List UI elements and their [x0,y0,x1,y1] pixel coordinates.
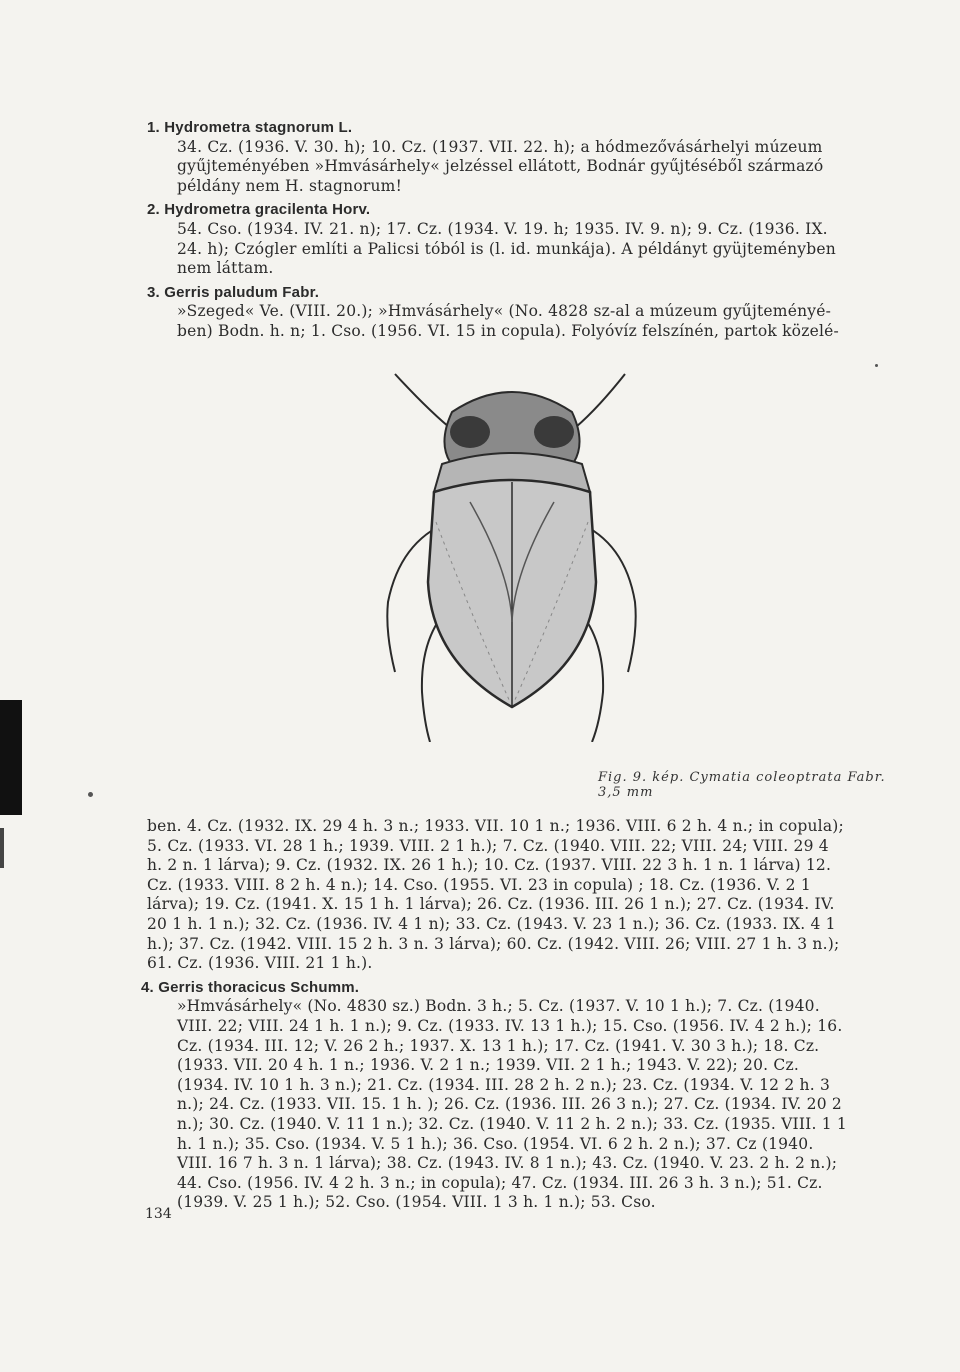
scan-edge-mark [0,700,22,815]
entry-title: 3. Gerris paludum Fabr. [147,283,320,301]
entry-body: »Szeged« Ve. (VIII. 20.); »Hmvásárhely« (No. 4828 sz-al a múzeum gyűjteményé-ben) Bodn. h. n; 1. Cso. (1956. VI. 15 in copula). Folyóvíz felszínén, partok közelé- [177,302,839,340]
scan-speck [875,364,878,367]
entry-title: 2. Hydrometra gracilenta Horv. [147,201,371,219]
figure-caption: Fig. 9. kép. Cymatia coleoptrata Fabr. 3,5 mm [598,770,886,800]
scan-edge-mark [0,828,4,868]
entry-title: 4. Gerris thoracicus Schumm. [141,978,360,996]
page-number: 134 [145,1206,172,1222]
text-column-top [147,118,847,342]
insect-illustration [360,372,665,742]
entry-body: 34. Cz. (1936. V. 30. h); 10. Cz. (1937. VII. 22. h); a hódmezővásárhelyi múzeum gyűjteményében »Hmvásárhely« jelzéssel ellátott, Bodnár gyűjtéséből származó példány nem H. stagnorum! [177,137,824,195]
insect-figure [360,372,665,742]
entry-body-continued: ben. 4. Cz. (1932. IX. 29 4 h. 3 n.; 1933. VII. 10 1 n.; 1936. VIII. 6 2 h. 4 n.; in copula); 5. Cz. (1933. VI. 28 1 h.; 1939. VIII. 2 1 h.); 7. Cz. (1940. VIII. 22; VIII. 24; VIII. 29 4 h. 2 n. 1 lárva); 9. Cz. (1932. IX. 26 1 h.); 10. Cz. (1937. VIII. 22 3 h. 1 n. 1 lárva) 12. Cz. (1933. VIII. 8 2 h. 4 n.); 14. Cso. (1955. VI. 23 in copula) ; 18. Cz. (1936. V. 2 1 lárva); 19. Cz. (1941. X. 15 1 h. 1 lárva); 26. Cz. (1936. III. 26 1 n.); 27. Cz. (1934. IV. 20 1 h. 1 n.); 32. Cz. (1936. IV. 4 1 n); 33. Cz. (1943. V. 23 1 n.); 36. Cz. (1933. IX. 4 1 h.); 37. Cz. (1942. VIII. 15 2 h. 3 n. 3 lárva); 60. Cz. (1942. VIII. 26; VIII. 27 1 h. 3 n.); 61. Cz. (1936. VIII. 21 1 h.). [147,817,844,973]
scan-speck [88,792,93,797]
entry-title: 1. Hydrometra stagnorum L. [147,119,353,136]
entry-body: »Hmvásárhely« (No. 4830 sz.) Bodn. 3 h.; 5. Cz. (1937. V. 10 1 h.); 7. Cz. (1940. VIII. 22; VIII. 24 1 h. 1 n.); 9. Cz. (1933. IV. 13 1 h.); 15. Cso. (1956. IV. 4 2 h.); 16. Cz. (1934. III. 12; V. 26 2 h.; 1937. X. 13 1 h.); 17. Cz. (1941. V. 30 3 h.); 18. Cz. (1933. VII. 20 4 h. 1 n.; 1936. V. 2 1 n.; 1939. VII. 2 1 h.; 1943. V. 22); 20. Cz. (1934. IV. 10 1 h. 3 n.); 21. Cz. (1934. III. 28 2 h. 2 n.); 23. Cz. (1934. V. 12 2 h. 3 n.); 24. Cz. (1933. VII. 15. 1 h. ); 26. Cz. (1936. III. 26 3 n.); 27. Cz. (1934. IV. 20 2 n.); 30. Cz. (1940. V. 11 1 n.); 32. Cz. (1940. V. 11 2 h. 2 n.); 33. Cz. (1935. VIII. 1 1 h. 1 n.); 35. Cso. (1934. V. 5 1 h.); 36. Cso. (1954. VI. 6 2 h. 2 n.); 37. Cz (1940. VIII. 16 7 h. 3 n. 1 lárva); 38. Cz. (1943. IV. 8 1 n.); 43. Cz. (1940. V. 23. 2 h. 2 n.); 44. Cso. (1956. IV. 4 2 h. 3 n.; in copula); 47. Cz. (1934. III. 26 3 h. 3 n.); 51. Cz. (1939. V. 25 1 h.); 52. Cso. (1954. VIII. 1 3 h. 1 n.); 53. Cso. [177,997,847,1212]
text-column-bottom [141,817,847,1213]
entry-body: 54. Cso. (1934. IV. 21. n); 17. Cz. (1934. V. 19. h; 1935. IV. 9. n); 9. Cz. (1936. IX. 24. h); Czógler említi a Palicsi tóból is (l. id. munkája). A példányt gyüjteményben nem láttam. [177,219,836,278]
